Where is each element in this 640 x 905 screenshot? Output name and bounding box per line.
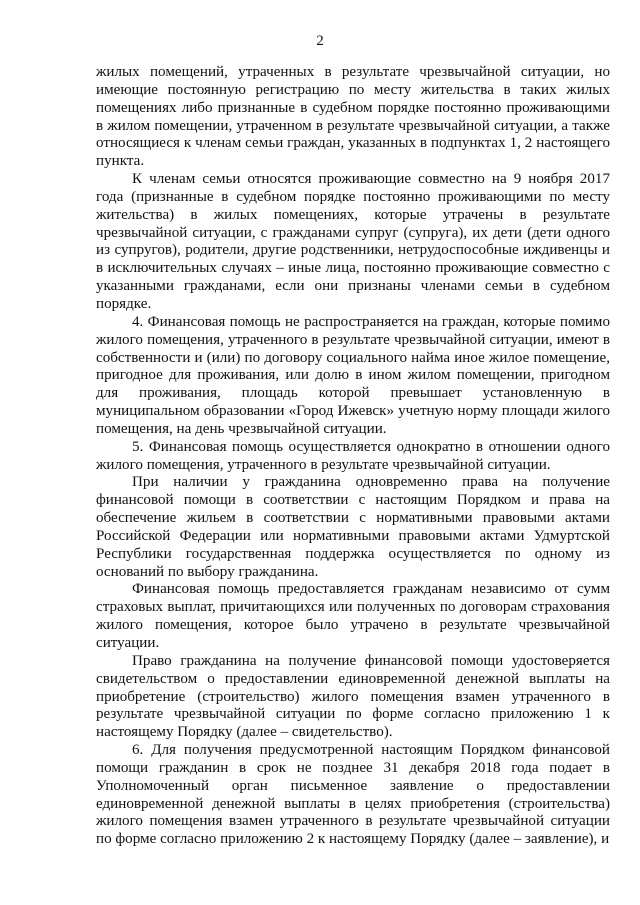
paragraph-certificate: Право гражданина на получение финансовой помощи удостоверяется свидетельством о предоставлении единовременной денежной выплаты на приобретение (строительство) жилого помещения взамен утраченного в результате чрезвычайной ситуации по форме согласно приложению 1 к настоящему Порядку (далее – свидетельство).: [96, 652, 610, 741]
paragraph-item-6: 6. Для получения предусмотренной настоящим Порядком финансовой помощи гражданин в срок не позднее 31 декабря 2018 года подает в Уполномоченный орган письменное заявление о предоставлении единовременной денежной выплаты в целях приобретения (строительства) жилого помещения взамен утраченного в результате чрезвычайной ситуации по форме согласно приложению 2 к настоящему Порядку (далее – заявление), и: [96, 742, 610, 848]
paragraph-right-to-choose: При наличии у гражданина одновременно права на получение финансовой помощи в соответствии с настоящим Порядком и права на обеспечение жильем в соответствии с нормативными правовыми актами Российской Федерации или нормативными правовыми актами Удмуртской Республики государственная поддержка осуществляется по одному из оснований по выбору гражданина.: [96, 474, 610, 580]
paragraph-item-5: 5. Финансовая помощь осуществляется однократно в отношении одного жилого помещения, утраченного в результате чрезвычайной ситуации.: [96, 438, 610, 473]
document-body: [96, 64, 610, 849]
paragraph-insurance-independence: Финансовая помощь предоставляется гражданам независимо от сумм страховых выплат, причитающихся или полученных по договорам страхования жилого помещения, которое было утрачено в результате чрезвычайной ситуации.: [96, 581, 610, 651]
paragraph-family-members-definition: К членам семьи относятся проживающие совместно на 9 ноября 2017 года (признанные в судебном порядке постоянно проживающими по месту жительства) в жилых помещениях, которые утрачены в результате чрезвычайной ситуации, с гражданами супруг (супруга), их дети (дети одного из супругов), родители, другие родственники, нетрудоспособные иждивенцы и в исключительных случаях – иные лица, постоянно проживающие совместно с указанными гражданами, если они признаны членами семьи в судебном порядке.: [96, 171, 610, 312]
page-number: 2: [316, 33, 324, 49]
paragraph-item-4: 4. Финансовая помощь не распространяется на граждан, которые помимо жилого помещения, утраченного в результате чрезвычайной ситуации, имеют в собственности и (или) по договору социального найма иное жилое помещение, пригодное для проживания, или долю в ином жилом помещении, пригодном для проживания, площадь которой превышает установленную в муниципальном образовании «Город Ижевск» учетную норму площади жилого помещения, на день чрезвычайной ситуации.: [96, 313, 610, 437]
paragraph-continuation-family-members: жилых помещений, утраченных в результате чрезвычайной ситуации, но имеющие постоянную регистрацию по месту жительства в таких жилых помещениях либо признанные в судебном порядке постоянно проживающими в жилом помещении, утраченном в результате чрезвычайной ситуации, а также относящиеся к членам семьи граждан, указанных в подпунктах 1, 2 настоящего пункта.: [96, 64, 610, 170]
